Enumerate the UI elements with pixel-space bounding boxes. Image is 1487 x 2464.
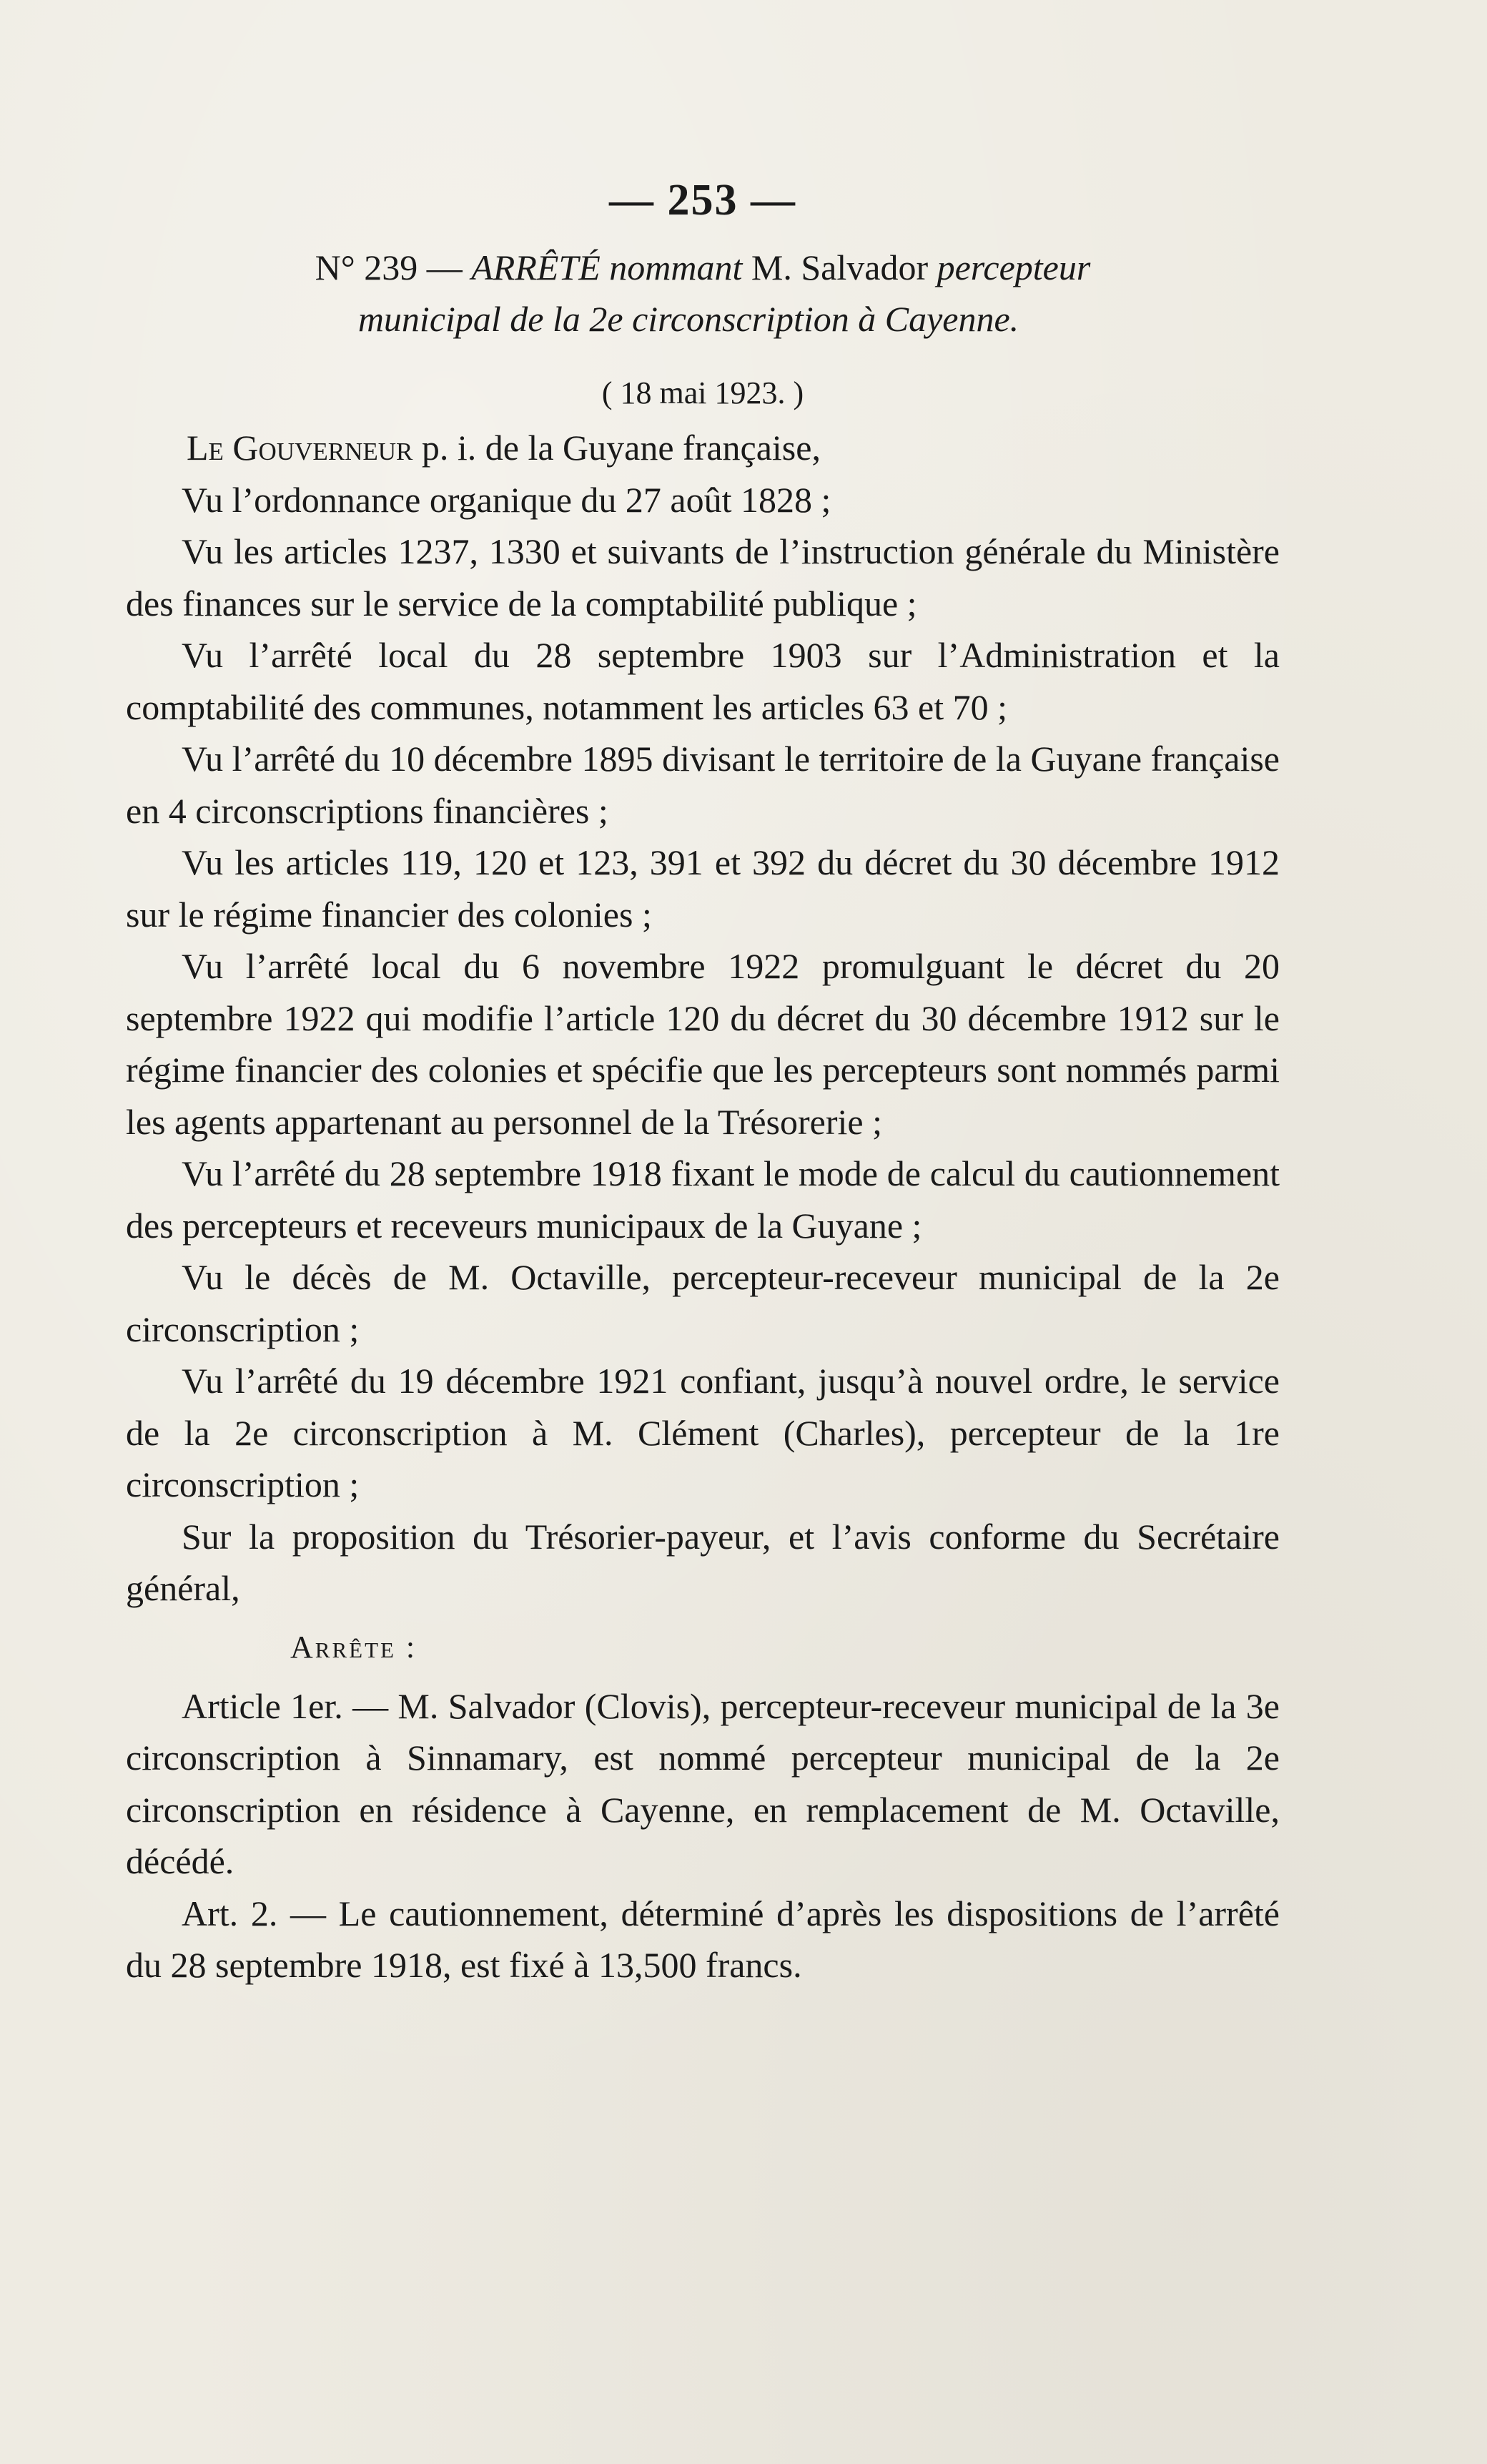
article-paragraph: Article 1er. — M. Salvador (Clovis), percepteur-receveur municipal de la 3e circonscription à Sinnamary, est nommé percepteur municipal de la 2e circonscription en résidence à Cayenne, en remplacement de M. Octaville, décédé.: [126, 1685, 1280, 1881]
decree-number: N° 239 —: [315, 247, 463, 287]
decree-heading: [126, 242, 1280, 345]
considerant-paragraph: Vu l’arrêté local du 6 novembre 1922 promulguant le décret du 20 septembre 1922 qui modifie l’article 120 du décret du 30 décembre 1912 sur le régime financier des colonies et spécifie que les percepteurs sont nommés parmi les agents appartenant au personnel de la Trésorerie ;: [126, 946, 1280, 1142]
decree-title-italic: ARRÊTÉ nommant: [471, 247, 743, 287]
decree-title-italic-2: percepteur: [937, 247, 1091, 287]
considerant-paragraph: Vu les articles 119, 120 et 123, 391 et 392 du décret du 30 décembre 1912 sur le régime financier des colonies ;: [126, 842, 1280, 935]
decree-title-name: M. Salvador: [751, 247, 929, 287]
governor-lead: Le Gouverneur: [187, 428, 413, 468]
considerant-paragraph: Vu l’arrêté du 19 décembre 1921 confiant, jusqu’à nouvel ordre, le service de la 2e circonscription à M. Clément (Charles), percepteur de la 1re circonscription ;: [126, 1361, 1280, 1504]
considerant-paragraph: Vu l’arrêté du 10 décembre 1895 divisant le territoire de la Guyane française en 4 circonscriptions financières ;: [126, 739, 1280, 831]
governor-text: p. i. de la Guyane française,: [412, 428, 821, 468]
considerant-paragraph: Sur la proposition du Trésorier-payeur, et l’avis conforme du Secrétaire général,: [126, 1516, 1280, 1608]
considerant-paragraph: Vu l’ordonnance organique du 27 août 1828 ;: [182, 479, 831, 520]
considerant-paragraph: Vu le décès de M. Octaville, percepteur-receveur municipal de la 2e circonscription ;: [126, 1257, 1280, 1349]
considerant-paragraph: Vu l’arrêté du 28 septembre 1918 fixant le mode de calcul du cautionnement des percepteurs et receveurs municipaux de la Guyane ;: [126, 1153, 1280, 1246]
considerant-paragraph: Vu l’arrêté local du 28 septembre 1903 sur l’Administration et la comptabilité des communes, notamment les articles 63 et 70 ;: [126, 635, 1280, 727]
page-number: — 253 —: [609, 176, 796, 225]
document-body: [126, 172, 1280, 1991]
decree-date: ( 18 mai 1923. ): [601, 375, 804, 410]
arrete-label: Arrête :: [290, 1629, 418, 1665]
preamble-governor: [126, 422, 1280, 474]
considerant-paragraph: Vu les articles 1237, 1330 et suivants de l’instruction générale du Ministère des finances sur le service de la comptabilité publique ;: [126, 531, 1280, 624]
article-paragraph: Art. 2. — Le cautionnement, déterminé d’après les dispositions de l’arrêté du 28 septembre 1918, est fixé à 13,500 francs.: [126, 1893, 1280, 1985]
decree-title-line-2: municipal de la 2e circonscription à Cayenne.: [357, 299, 1019, 339]
